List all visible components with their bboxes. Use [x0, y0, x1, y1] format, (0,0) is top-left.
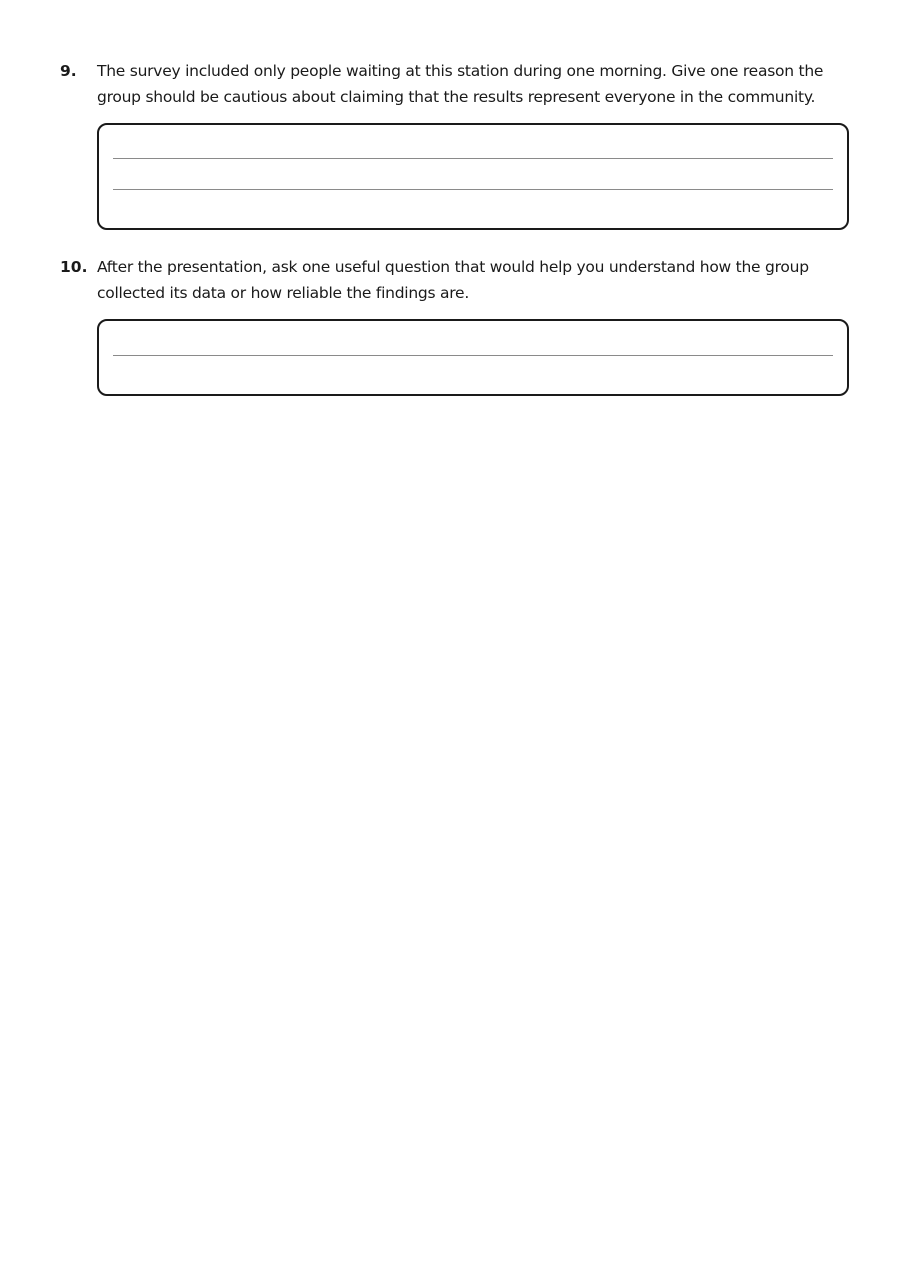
- question-number: 10.: [60, 258, 88, 276]
- answer-box-10[interactable]: [97, 319, 849, 396]
- answer-line: [113, 189, 833, 190]
- question-number: 9.: [60, 62, 77, 80]
- question-10-prompt: [60, 254, 850, 306]
- question-text: The survey included only people waiting at this station during one morning. Give one reason the group should be cautious about claiming that the results represent everyone in the community.: [97, 62, 824, 106]
- question-10: [60, 254, 850, 396]
- question-text: After the presentation, ask one useful question that would help you understand how the group collected its data or how reliable the findings are.: [97, 258, 809, 302]
- answer-line: [113, 158, 833, 159]
- answer-line: [113, 355, 833, 356]
- question-9: [60, 58, 850, 230]
- question-9-prompt: [60, 58, 850, 110]
- answer-box-9[interactable]: [97, 123, 849, 230]
